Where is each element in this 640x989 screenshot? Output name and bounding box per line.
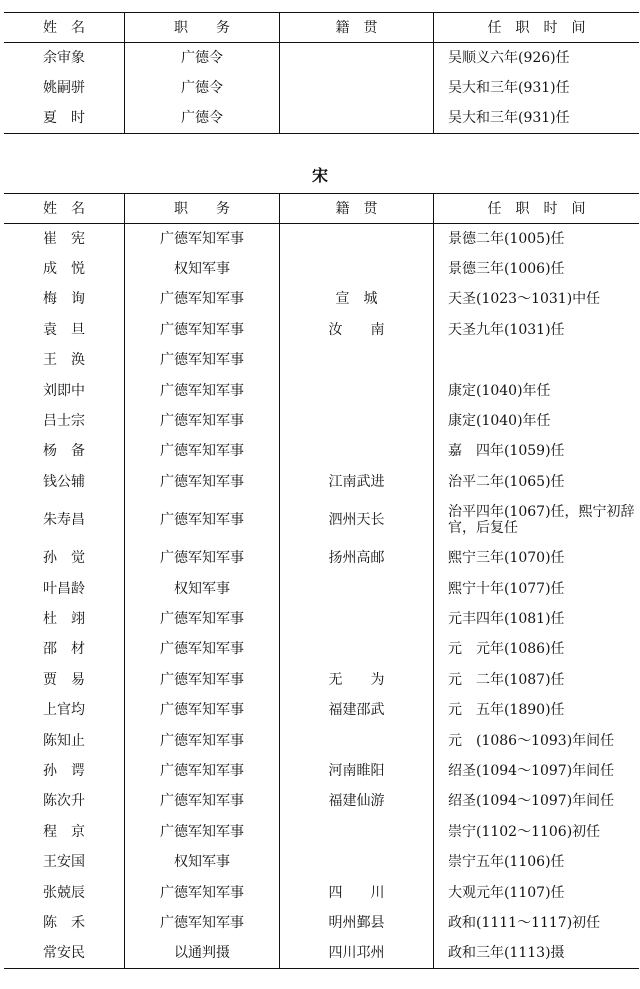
cell-origin [280,254,434,284]
table-row [4,103,639,133]
cell-position: 广德军知军事 [125,345,280,375]
cell-tenure: 景德三年(1006)任 [434,254,640,284]
cell-origin: 福建邵武 [280,695,434,725]
cell-name: 陈知止 [43,732,85,749]
cell-origin: 江南武进 [280,467,434,497]
cell-name: 贾 易 [43,671,85,688]
cell-position: 广德令 [125,73,280,103]
cell-position: 广德军知军事 [125,315,280,345]
cell-tenure: 元 二年(1087)任 [434,665,640,695]
cell-tenure: 熙宁三年(1070)任 [434,543,640,573]
cell-origin [280,345,434,375]
cell-name: 余审象 [43,49,85,66]
cell-name: 钱公辅 [43,473,85,490]
cell-position: 广德军知军事 [125,877,280,907]
cell-origin: 河南睢阳 [280,756,434,786]
cell-origin: 明州鄞县 [280,908,434,938]
cell-name: 朱寿昌 [43,512,85,529]
cell-tenure: 治平四年(1067)任，熙宁初辞官，后复任 [434,497,640,543]
cell-origin [280,224,434,254]
cell-name: 常安民 [43,945,85,962]
cell-tenure: 康定(1040)年任 [434,375,640,405]
cell-position: 广德军知军事 [125,756,280,786]
table-row [4,938,639,968]
cell-name: 吕士宗 [43,413,85,430]
cell-name: 梅 询 [43,291,85,308]
cell-name: 上官均 [43,702,85,719]
cell-name: 孙 觉 [43,550,85,567]
cell-position: 广德军知军事 [125,725,280,755]
table-row [4,543,639,573]
table-row [4,817,639,847]
cell-name: 夏 时 [43,109,85,126]
cell-position: 广德军知军事 [125,224,280,254]
cell-name: 袁 旦 [43,321,85,338]
cell-tenure: 政和(1111～1117)初任 [434,908,640,938]
cell-position: 广德令 [125,103,280,133]
cell-tenure: 康定(1040)年任 [434,406,640,436]
cell-origin: 无 为 [280,665,434,695]
cell-name: 崔 宪 [43,230,85,247]
table-row [4,73,639,103]
header-name: 姓 名 [43,19,85,36]
cell-position: 广德军知军事 [125,543,280,573]
cell-position: 广德军知军事 [125,634,280,664]
cell-name: 陈次升 [43,793,85,810]
cell-name: 邵 材 [43,641,85,658]
table-row [4,224,639,254]
cell-tenure: 吴大和三年(931)任 [434,73,640,103]
cell-origin: 汝 南 [280,315,434,345]
cell-tenure [434,345,640,375]
cell-position: 广德军知军事 [125,436,280,466]
cell-origin: 宣 城 [280,284,434,314]
cell-origin [280,725,434,755]
officials-table-song [4,193,639,969]
table-row [4,315,639,345]
cell-origin [280,73,434,103]
header-position: 职 务 [125,13,280,43]
table-row [4,254,639,284]
cell-name: 孙 谔 [43,762,85,779]
cell-position: 广德军知军事 [125,786,280,816]
cell-origin [280,406,434,436]
table-row [4,877,639,907]
cell-tenure: 政和三年(1113)摄 [434,938,640,968]
officials-table-wu [4,12,639,134]
cell-position: 广德军知军事 [125,284,280,314]
table-row [4,284,639,314]
cell-tenure: 崇宁(1102～1106)初任 [434,817,640,847]
cell-origin [280,634,434,664]
cell-origin [280,43,434,73]
cell-origin: 四川邛州 [280,938,434,968]
cell-position: 广德军知军事 [125,406,280,436]
cell-name: 程 京 [43,823,85,840]
table-row [4,786,639,816]
table-row [4,725,639,755]
cell-position: 广德军知军事 [125,817,280,847]
cell-name: 叶昌龄 [43,580,85,597]
cell-origin: 泗州天长 [280,497,434,543]
section-title-song: 宋 [311,166,328,185]
cell-position: 广德军知军事 [125,375,280,405]
header-tenure: 任 职 时 间 [434,13,640,43]
table-row [4,43,639,73]
cell-origin: 扬州高邮 [280,543,434,573]
cell-name: 杨 备 [43,443,85,460]
cell-name: 王 涣 [43,352,85,369]
cell-origin [280,375,434,405]
cell-name: 刘即中 [43,382,85,399]
table-row [4,467,639,497]
cell-position: 以通判摄 [125,938,280,968]
cell-origin [280,847,434,877]
header-origin: 籍 贯 [280,13,434,43]
cell-tenure: 元丰四年(1081)任 [434,604,640,634]
header-name: 姓 名 [43,200,85,217]
table-row [4,908,639,938]
cell-name: 成 悦 [43,261,85,278]
cell-tenure: 元 (1086～1093)年间任 [434,725,640,755]
table-row [4,756,639,786]
cell-position: 广德军知军事 [125,695,280,725]
table-row [4,406,639,436]
header-origin: 籍 贯 [280,194,434,224]
cell-origin [280,103,434,133]
table-row [4,573,639,603]
cell-name: 王安国 [43,854,85,871]
table-header-row [4,13,639,43]
cell-tenure: 绍圣(1094～1097)年间任 [434,756,640,786]
cell-position: 广德令 [125,43,280,73]
table-row [4,436,639,466]
table-row [4,665,639,695]
cell-name: 陈 禾 [43,914,85,931]
cell-origin [280,604,434,634]
cell-position: 权知军事 [125,254,280,284]
cell-position: 广德军知军事 [125,604,280,634]
table-row [4,634,639,664]
header-position: 职 务 [125,194,280,224]
cell-position: 广德军知军事 [125,665,280,695]
cell-tenure: 熙宁十年(1077)任 [434,573,640,603]
table-row [4,695,639,725]
cell-position: 广德军知军事 [125,467,280,497]
cell-name: 张兢辰 [43,884,85,901]
table-row [4,497,639,543]
cell-origin: 福建仙游 [280,786,434,816]
cell-tenure: 吴顺义六年(926)任 [434,43,640,73]
cell-tenure: 元 五年(1890)任 [434,695,640,725]
cell-tenure: 吴大和三年(931)任 [434,103,640,133]
cell-name: 姚嗣骈 [43,79,85,96]
table-row [4,847,639,877]
cell-origin [280,436,434,466]
cell-tenure: 天圣(1023～1031)中任 [434,284,640,314]
cell-tenure: 元 元年(1086)任 [434,634,640,664]
cell-position: 权知军事 [125,573,280,603]
cell-position: 广德军知军事 [125,908,280,938]
cell-tenure: 天圣九年(1031)任 [434,315,640,345]
cell-tenure: 绍圣(1094～1097)年间任 [434,786,640,816]
cell-position: 广德军知军事 [125,497,280,543]
cell-origin: 四 川 [280,877,434,907]
cell-name: 杜 翊 [43,610,85,627]
cell-tenure: 嘉 四年(1059)任 [434,436,640,466]
cell-origin [280,817,434,847]
header-tenure: 任 职 时 间 [434,194,640,224]
cell-tenure: 景德二年(1005)任 [434,224,640,254]
cell-tenure: 治平二年(1065)任 [434,467,640,497]
cell-tenure: 崇宁五年(1106)任 [434,847,640,877]
table-row [4,604,639,634]
cell-origin [280,573,434,603]
cell-position: 权知军事 [125,847,280,877]
table-row [4,375,639,405]
cell-tenure: 大观元年(1107)任 [434,877,640,907]
table-header-row [4,194,639,224]
table-row [4,345,639,375]
